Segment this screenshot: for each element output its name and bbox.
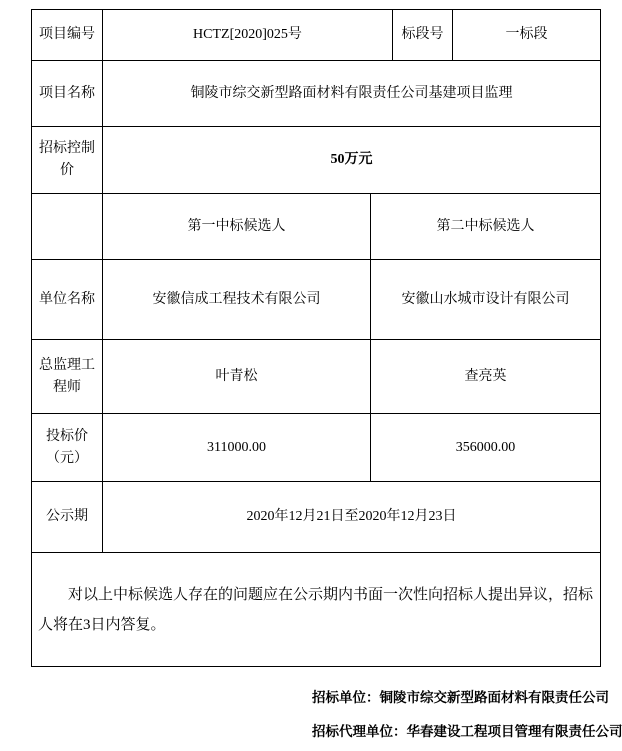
table-row-objection-note — [32, 552, 600, 666]
table-row-bid-price — [32, 413, 600, 481]
objection-note-cell — [32, 553, 600, 666]
table-row-candidate-headers — [32, 193, 600, 259]
agency-unit-line: 招标代理单位：华春建设工程项目管理有限责任公司 — [312, 724, 622, 739]
section-number-value: 一标段 — [452, 10, 600, 60]
control-price-label: 招标控制价 — [39, 141, 95, 178]
bid-price-label: 投标价（元） — [46, 428, 88, 466]
chief-engineer-candidate1: 叶青松 — [102, 340, 370, 413]
unit-name-candidate2: 安徽山水城市设计有限公司 — [370, 260, 600, 339]
publicity-period-value: 2020年12月21日至2020年12月23日 — [102, 482, 600, 552]
table-row-project-number — [32, 10, 600, 60]
table-row-chief-engineer — [32, 339, 600, 413]
table-row-project-name — [32, 60, 600, 126]
section-number-label: 标段号 — [392, 10, 452, 60]
candidate-header-empty-cell — [32, 194, 102, 259]
chief-engineer-candidate2: 查亮英 — [370, 340, 600, 413]
unit-name-candidate1: 安徽信成工程技术有限公司 — [102, 260, 370, 339]
tender-unit-line: 招标单位：铜陵市综交新型路面材料有限责任公司 — [312, 690, 609, 705]
candidate2-header: 第二中标候选人 — [370, 194, 600, 259]
objection-note-text: 对以上中标候选人存在的问题应在公示期内书面一次性向招标人提出异议，招标人将在3日内答复。 — [38, 586, 594, 633]
unit-name-label: 单位名称 — [39, 291, 95, 307]
bid-price-candidate2: 356000.00 — [370, 414, 600, 481]
publicity-period-label: 公示期 — [46, 509, 88, 524]
control-price-value: 50万元 — [102, 127, 600, 193]
project-name-label: 项目名称 — [39, 85, 95, 101]
bid-result-table — [31, 9, 601, 667]
project-name-value: 铜陵市综交新型路面材料有限责任公司基建项目监理 — [102, 61, 600, 126]
table-row-publicity-period — [32, 481, 600, 552]
bid-price-candidate1: 311000.00 — [102, 414, 370, 481]
candidate1-header: 第一中标候选人 — [102, 194, 370, 259]
project-number-value: HCTZ[2020]025号 — [102, 10, 392, 60]
table-row-unit-name — [32, 259, 600, 339]
chief-engineer-label: 总监理工程师 — [39, 357, 95, 395]
table-row-control-price — [32, 126, 600, 193]
project-number-label: 项目编号 — [39, 27, 95, 42]
